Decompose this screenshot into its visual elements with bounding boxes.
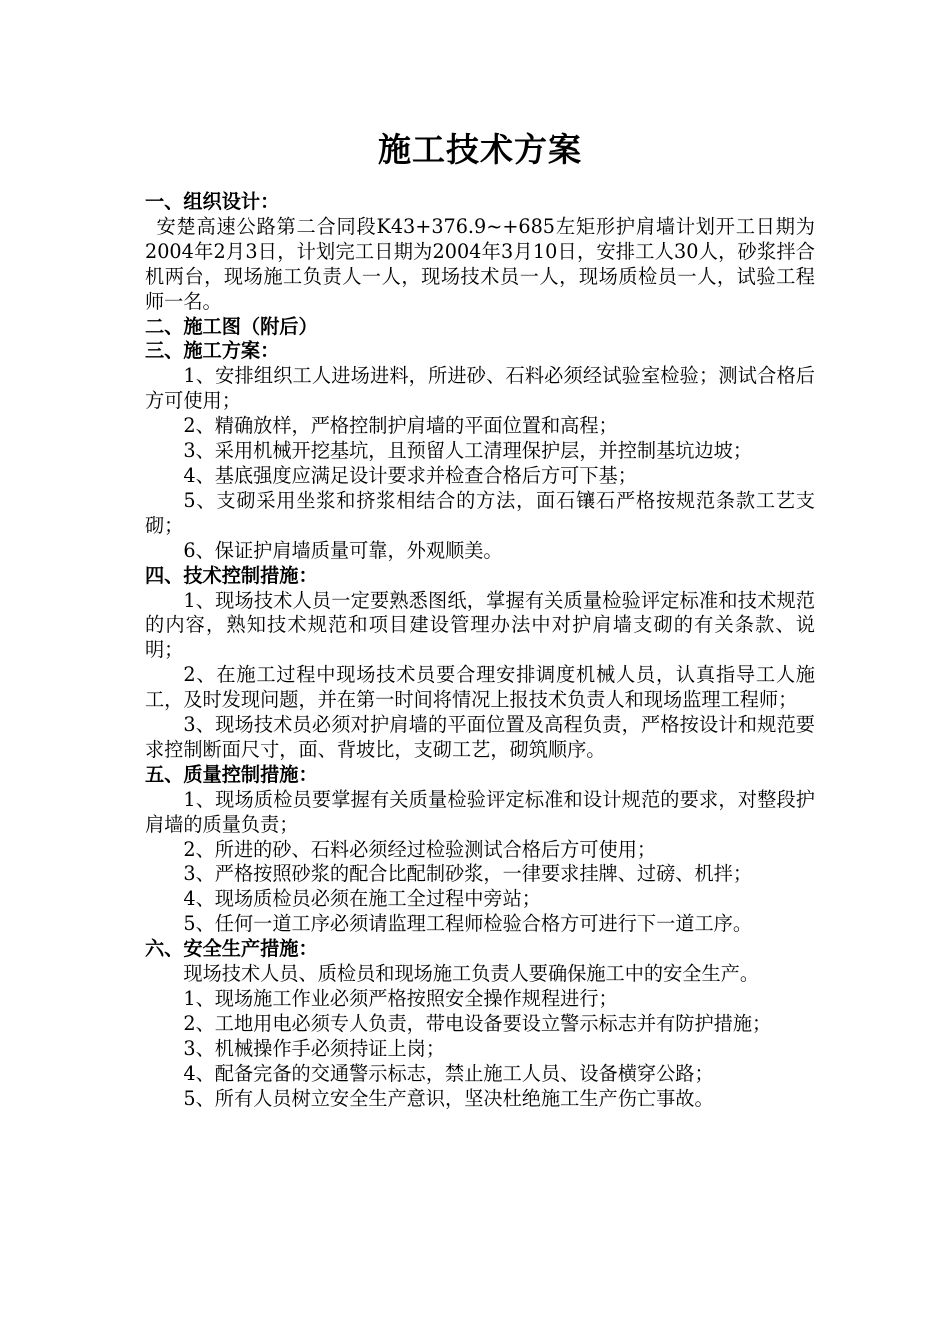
list-item: 3、机械操作手必须持证上岗； <box>183 1036 446 1060</box>
section-heading-construction-plan: 三、施工方案： <box>145 339 280 363</box>
section-heading-technical-control: 四、技术控制措施： <box>145 563 318 587</box>
list-item: 5、任何一道工序必须请监理工程师检验合格方可进行下一道工序。 <box>183 912 753 936</box>
section-heading-quality-control: 五、质量控制措施： <box>145 762 318 786</box>
list-item: 3、严格按照砂浆的配合比配制砂浆，一律要求挂牌、过磅、机拌； <box>183 862 753 886</box>
list-item: 2、精确放样，严格控制护肩墙的平面位置和高程； <box>183 414 618 438</box>
section-heading-organization: 一、组织设计： <box>145 190 280 213</box>
list-item: 5、所有人员树立安全生产意识，坚决杜绝施工生产伤亡事故。 <box>183 1086 714 1110</box>
document-body <box>145 190 815 1112</box>
list-item: 1、安排组织工人进场进料，所进砂、石料必须经试验室检验；测试合格后方可使用； <box>145 364 815 413</box>
list-item: 3、采用机械开挖基坑，且预留人工清理保护层，并控制基坑边坡； <box>183 439 753 463</box>
list-item: 4、基底强度应满足设计要求并检查合格后方可下基； <box>183 463 637 487</box>
list-item: 3、现场技术员必须对护肩墙的平面位置及高程负责，严格按设计和规范要求控制断面尺寸，面、背坡比，支砌工艺，砌筑顺序。 <box>145 713 815 761</box>
section-heading-drawings: 二、施工图（附后） <box>145 314 318 338</box>
list-item: 1、现场技术人员一定要熟悉图纸，掌握有关质量检验评定标准和技术规范的内容，熟知技术规范和项目建设管理办法中对护肩墙支砌的有关条款、说明； <box>145 588 815 662</box>
section-heading-safety: 六、安全生产措施： <box>145 937 318 961</box>
list-item: 2、在施工过程中现场技术员要合理安排调度机械人员，认真指导工人施工，及时发现问题，并在第一时间将情况上报技术负责人和现场监理工程师； <box>145 663 815 712</box>
paragraph: 现场技术人员、质检员和现场施工负责人要确保施工中的安全生产。 <box>183 962 760 986</box>
paragraph: 安楚高速公路第二合同段K43+376.9~+685左矩形护肩墙计划开工日期为2004年2月3日，计划完工日期为2004年3月10日，安排工人30人，砂浆拌合机两台，现场施工负责人一人，现场技术员一人，现场质检员一人，试验工程师一名。 <box>145 214 815 313</box>
list-item: 2、工地用电必须专人负责，带电设备要设立警示标志并有防护措施； <box>183 1011 772 1035</box>
list-item: 2、所进的砂、石料必须经过检验测试合格后方可使用； <box>183 837 657 861</box>
page-title: 施工技术方案 <box>378 130 582 169</box>
list-item: 1、现场施工作业必须严格按照安全操作规程进行； <box>183 987 618 1010</box>
list-item: 4、现场质检员必须在施工全过程中旁站； <box>183 887 541 911</box>
list-item: 4、配备完备的交通警示标志，禁止施工人员、设备横穿公路； <box>183 1061 714 1085</box>
list-item: 5、支砌采用坐浆和挤浆相结合的方法，面石镶石严格按规范条款工艺支砌； <box>145 488 815 537</box>
list-item: 1、现场质检员要掌握有关质量检验评定标准和设计规范的要求，对整段护肩墙的质量负责； <box>145 787 815 836</box>
list-item: 6、保证护肩墙质量可靠，外观顺美。 <box>183 538 503 562</box>
